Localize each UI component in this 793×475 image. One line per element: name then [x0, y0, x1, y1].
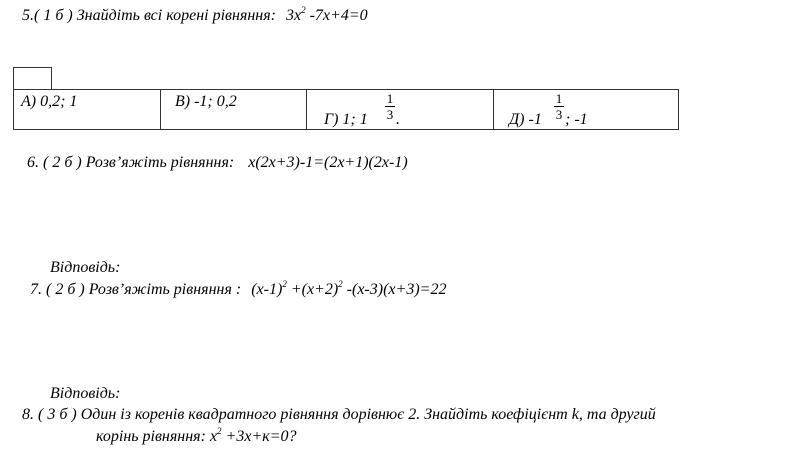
option-g-fraction: [385, 91, 395, 122]
question-8-line-1: 8. ( 3 б ) Один із коренів квадратного рівняння дорівнює 2. Знайдіть коефіцієнт k, та другий: [22, 406, 656, 423]
equation-part: 3x: [285, 7, 302, 24]
option-d-tail: ; -1: [565, 111, 588, 128]
option-d-cell: [494, 90, 678, 129]
equation-part: +(x+2): [286, 281, 339, 298]
answer-label: Відповідь:: [50, 385, 121, 402]
fraction-numerator: 1: [555, 91, 563, 106]
question-8-line-2: [96, 428, 297, 446]
question-5-equation: [286, 7, 368, 25]
option-d-fraction: [554, 91, 564, 122]
option-g-tail: .: [396, 111, 400, 128]
question-7-prefix: 7. ( 2 б ) Розв’яжіть рівняння :: [30, 281, 242, 298]
question-6-prefix: 6. ( 2 б ) Розв’яжіть рівняння:: [27, 154, 235, 171]
option-b: B) -1; 0,2: [175, 93, 237, 110]
fraction-numerator: 1: [386, 91, 394, 106]
equation-part: -7x+4=0: [305, 7, 368, 24]
question-7-equation: [251, 281, 446, 298]
exponent: 2: [301, 5, 306, 15]
answer-label: Відповідь:: [50, 259, 121, 276]
equation-part: корінь рівняння: x: [96, 428, 218, 445]
option-b-cell: [161, 90, 307, 129]
answer-options-table: [13, 89, 679, 130]
equation-part: (x-1): [251, 281, 283, 298]
question-5: [22, 7, 368, 25]
question-7: [30, 281, 446, 299]
option-a: A) 0,2; 1: [21, 93, 78, 110]
answer-box: [13, 67, 52, 90]
question-5-prefix: 5.( 1 б ) Знайдіть всі корені рівняння:: [22, 7, 276, 24]
fraction-denominator: 3: [386, 107, 394, 122]
option-d: Д) -1: [509, 111, 542, 128]
equation-part: -(x-3)(x+3)=22: [342, 281, 447, 298]
fraction-denominator: 3: [555, 107, 563, 122]
option-g: Г) 1; 1: [324, 111, 368, 128]
equation-part: +3x+к=0?: [221, 428, 297, 445]
option-g-cell: [307, 90, 494, 129]
exponent: 2: [282, 279, 287, 289]
question-6-equation: x(2x+3)-1=(2x+1)(2x-1): [248, 154, 408, 171]
option-a-cell: [14, 90, 161, 129]
exponent: 2: [217, 426, 222, 436]
question-6: [27, 154, 408, 172]
exponent: 2: [338, 279, 343, 289]
